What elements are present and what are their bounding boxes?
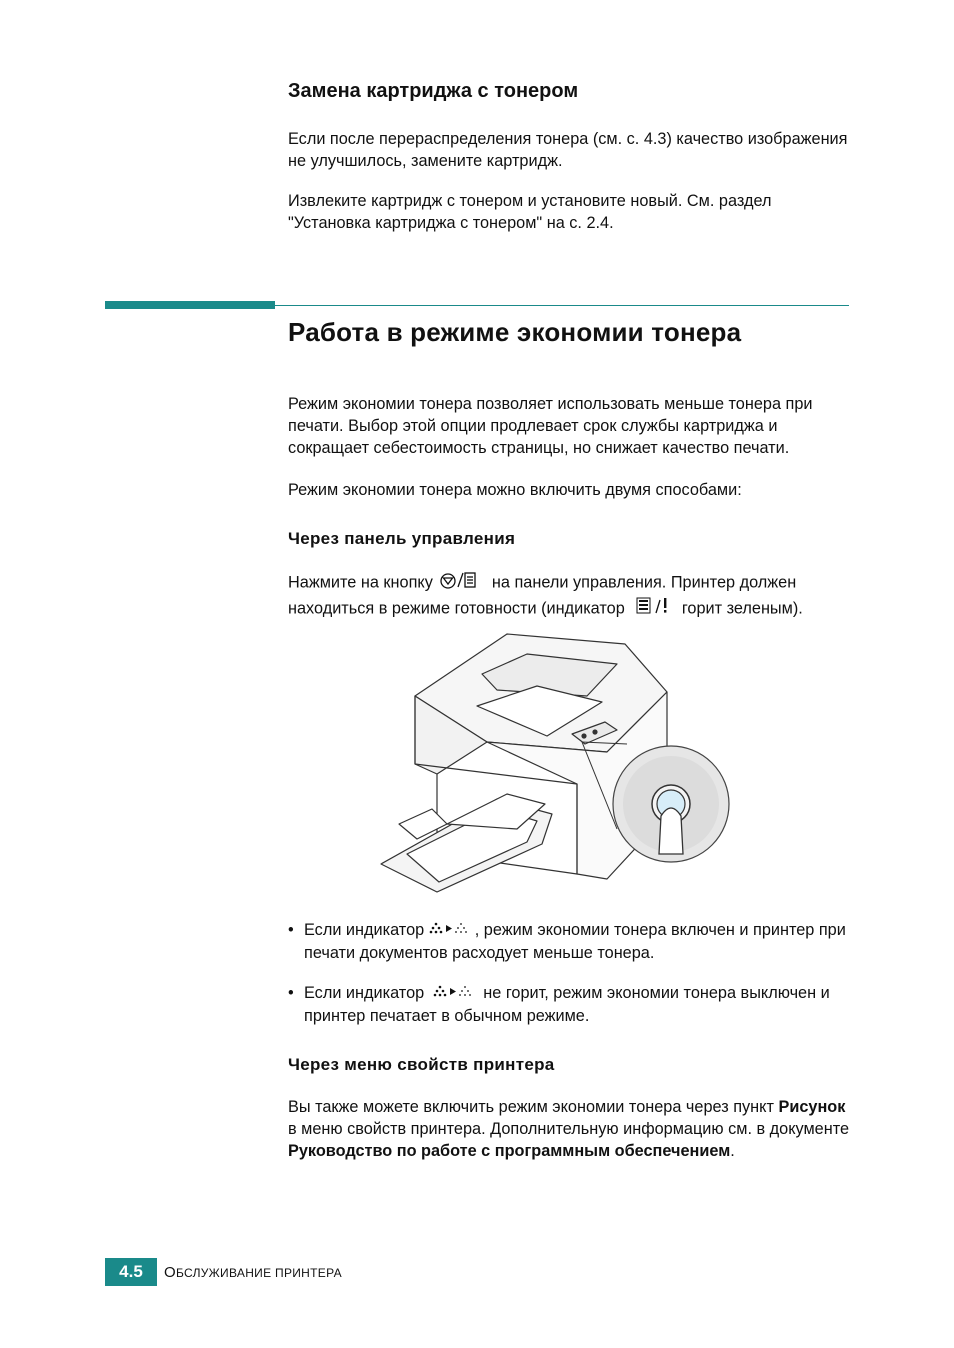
bullet-2-pre: Если индикатор xyxy=(304,984,425,1002)
toner-save-button-icon xyxy=(437,570,487,596)
chapter-title xyxy=(164,1264,342,1281)
bullet-1-pre: Если индикатор xyxy=(304,921,425,939)
bullet-2-post: не горит, режим экономии тонера выключен и принтер печатает в обычном режиме. xyxy=(304,984,830,1025)
bullet-icon: • xyxy=(288,984,294,1002)
bullet-1-post: , режим экономии тонера включен и принтер при печати документов расходует меньше тонера. xyxy=(304,921,846,962)
chapter-title-rest: БСЛУЖИВАНИЕ ПРИНТЕРА xyxy=(175,1266,342,1280)
panel-text-a: Нажмите на кнопку xyxy=(288,573,433,592)
paragraph-menu xyxy=(288,1096,854,1162)
ready-indicator-icon xyxy=(629,596,677,622)
toner-save-indicator-icon xyxy=(429,983,479,1005)
toner-save-indicator-icon xyxy=(429,920,475,942)
page-number: 4.5 xyxy=(105,1258,157,1286)
paragraph-panel xyxy=(288,570,854,622)
paragraph-eco-2: Режим экономии тонера можно включить двумя способами: xyxy=(288,481,742,499)
printer-illustration xyxy=(377,624,733,899)
list-item xyxy=(288,919,854,964)
section-divider-line xyxy=(275,305,849,306)
panel-text-b: на панели управления. Принтер должен находиться в режиме готовности (индикатор xyxy=(288,573,797,618)
menu-text-2: в меню свойств принтера. Дополнительную информацию см. в документе xyxy=(288,1120,850,1138)
chapter-title-first: О xyxy=(164,1264,176,1281)
section-title-replace-cartridge: Замена картриджа с тонером xyxy=(288,80,579,102)
section-title-toner-save: Работа в режиме экономии тонера xyxy=(288,317,742,347)
subsection-title-menu: Через меню свойств принтера xyxy=(288,1055,555,1074)
menu-text-3: . xyxy=(730,1142,735,1160)
menu-text-1: Вы также можете включить режим экономии тонера через пункт xyxy=(288,1098,774,1116)
paragraph-eco-1: Режим экономии тонера позволяет использовать меньше тонера при печати. Выбор этой опции продлевает срок службы картриджа и сокращает себестоимость страницы, но снижает качество печати. xyxy=(288,395,813,457)
menu-bold-software-guide: Руководство по работе с программным обеспечением xyxy=(288,1142,731,1160)
menu-bold-graphics: Рисунок xyxy=(778,1098,846,1116)
bullet-icon: • xyxy=(288,921,294,939)
paragraph-replace-1: Если после перераспределения тонера (см. с. 4.3) качество изображения не улучшилось, замените картридж. xyxy=(288,130,848,170)
section-divider-accent xyxy=(105,301,275,309)
panel-text-c: горит зеленым). xyxy=(681,599,803,618)
subsection-title-panel: Через панель управления xyxy=(288,529,516,548)
paragraph-replace-2: Извлеките картридж с тонером и установите новый. См. раздел "Установка картриджа с тонером" на с. 2.4. xyxy=(288,192,772,232)
list-item xyxy=(288,982,854,1027)
